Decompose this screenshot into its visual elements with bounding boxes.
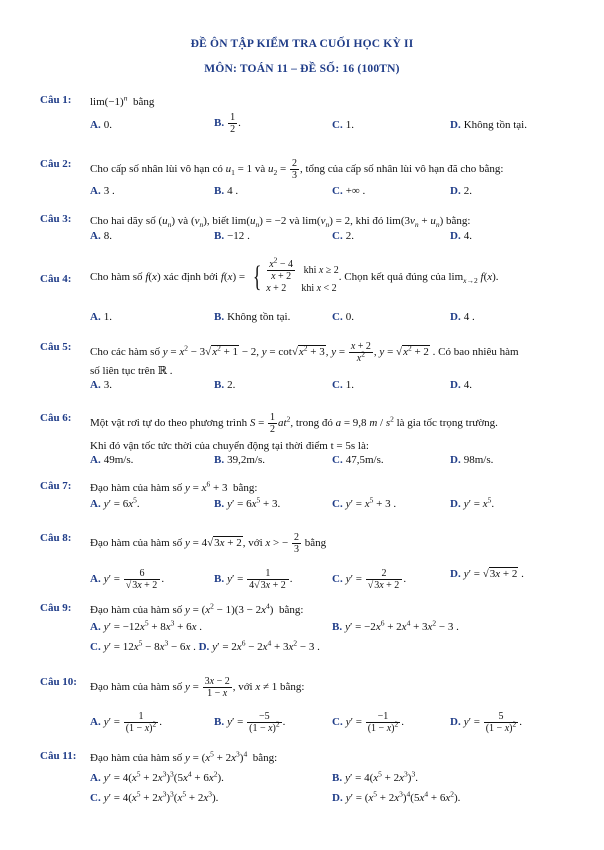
answer-options [90,230,570,246]
question-number: Câu 5: [40,341,72,353]
option-a[interactable]: A. 0. [90,119,112,131]
question-number: Câu 10: [40,676,77,688]
option-a[interactable]: A. 3 . [90,185,115,197]
question-number: Câu 4: [40,273,72,285]
question-stem: Đạo hàm của hàm số y = 4√3x + 2, với x > − $\frac{2}{3}$ bằng [90,532,327,555]
question-stem: Đạo hàm của hàm số y = $\frac{3x - 2}{1 - x}$ , với x ≠ 1 bằng: [90,676,305,699]
question-number: Câu 2: [40,158,72,170]
answer-options [90,311,570,327]
question-stem: $\lim(-1)^n$ bằng [90,93,155,108]
question-stem: Đạo hàm của hàm số $y = (x^5 + 2x^3)^4$ bằng: [90,749,278,764]
question-stem: Đạo hàm của hàm số $y = x^6 + 3$ bằng: [90,479,258,494]
question-number: Câu 6: [40,412,72,424]
option-d[interactable]: D. 4 . [450,311,475,323]
option-d[interactable]: D. $y' = x^5$. [450,495,495,510]
option-a[interactable]: A. $y' = 4(x^5 + 2x^3)^3(5x^4 + 6x^2)$. [90,769,224,784]
answer-options-row-2 [90,638,570,657]
question-stem-line-2: Khi đó vận tốc tức thời của chuyển động tại thời điểm t = 5s là: [90,440,369,452]
answer-options [90,112,570,135]
option-d[interactable]: D. 4. [450,230,472,242]
exam-subtitle: MÔN: TOÁN 11 – ĐỀ SỐ: 16 (100TN) [204,63,400,75]
option-c[interactable]: C. $y' = x^5 + 3$ . [332,495,397,510]
answer-options [90,185,570,201]
option-c[interactable]: C. $y' = 12x^5 - 8x^3 - 6x$ . D. $y' = 2x^6 - 2x^4 + 3x^2 - 3$ . [90,638,320,653]
option-b[interactable]: B. y′ = $\frac{1}{4√3x + 2}$ . [214,568,293,591]
option-c[interactable]: C. 47,5m/s. [332,454,384,466]
option-d[interactable]: D. Không tồn tại. [450,119,527,131]
option-a[interactable]: A. y′ = $\frac{6}{√3x + 2}$ . [90,568,165,591]
option-a[interactable]: A. $y' = 6x^5$. [90,495,140,510]
question-stem: Cho hàm số f(x) xác định bởi f(x) = { $\frac{x^2 - 4}{x + 2}$ khi x ≥ 2 x + 2 khi x < 2 . Chọn kết quả đúng của $\lim_{x\to 2} f(x)$. [90,255,499,294]
option-a[interactable]: A. 3. [90,379,112,391]
question-stem: Cho cấp số nhân lùi vô hạn có $u_1 = 1$ và $u_2$ = $\frac{2}{3}$ , tổng của cấp số nhân lùi vô hạn đã cho bằng: [90,158,504,181]
question-number: Câu 3: [40,213,72,225]
option-a[interactable]: A. y′ = $\frac{1}{(1 - x)^2}$ . [90,711,162,734]
option-c[interactable]: C. $y' = 4(x^5 + 2x^3)^3(x^5 + 2x^3)$. [90,789,219,804]
option-a[interactable]: A. 49m/s. [90,454,134,466]
option-b[interactable]: B. Không tồn tại. [214,311,291,323]
answer-options [90,379,570,395]
exam-title: ĐỀ ÔN TẬP KIỂM TRA CUỐI HỌC KỲ II [190,38,414,50]
option-b[interactable]: B. 39,2m/s. [214,454,265,466]
option-c[interactable]: C. 2. [332,230,354,242]
option-b[interactable]: B. 2. [214,379,236,391]
option-d[interactable]: D. 98m/s. [450,454,494,466]
option-d[interactable]: D. 2. [450,185,472,197]
option-b[interactable]: B. 4 . [214,185,239,197]
option-c[interactable]: C. 0. [332,311,354,323]
question-stem-line-2: số liên tục trên ℝ . [90,365,173,377]
option-c[interactable]: C. 1. [332,379,354,391]
option-a[interactable]: A. 8. [90,230,112,242]
question-stem: Cho các hàm số $y = x^2 - 3√x^2 + 1 - 2$, $y = \cot√x^2 + 3$, y = $\frac{x + 2}{x^2}$ , $y = √x^2 + 2$ . Có bao nhiêu hàm [90,341,519,364]
option-c[interactable]: C. 1. [332,119,354,131]
option-b[interactable]: B. $y' = -2x^6 + 2x^4 + 3x^2 - 3$ . [332,618,459,633]
option-c[interactable]: C. +∞ . [332,185,366,197]
option-d[interactable]: D. $y' = (x^5 + 2x^3)^4(5x^4 + 6x^2)$. [332,789,461,804]
option-b[interactable]: B. $\frac{1}{2}$ . [214,112,241,135]
question-stem: Một vật rơi tự do theo phương trình S = $\frac{1}{2}$ $at^2$, trong đó a = 9,8 m / $s^2$ là gia tốc trọng trường. [90,412,498,435]
question-number: Câu 7: [40,480,72,492]
question-number: Câu 8: [40,532,72,544]
answer-options [90,568,570,591]
option-b[interactable]: B. −12 . [214,230,250,242]
option-c[interactable]: C. y′ = $\frac{2}{√3x + 2}$ . [332,568,407,591]
answer-options-row-1 [90,618,570,637]
option-b[interactable]: B. y′ = $\frac{-5}{(1 - x)^2}$ . [214,711,286,734]
option-c[interactable]: C. y′ = $\frac{-1}{(1 - x)^2}$ . [332,711,404,734]
answer-options-row-2 [90,789,570,808]
answer-options [90,495,570,514]
option-b[interactable]: B. $y' = 4(x^5 + 2x^3)^3$. [332,769,418,784]
answer-options [90,454,570,470]
question-number: Câu 9: [40,602,72,614]
answer-options [90,711,570,734]
question-number: Câu 11: [40,750,77,762]
option-d[interactable]: D. y′ = √3x + 2 . [450,568,524,580]
answer-options-row-1 [90,769,570,788]
option-d[interactable]: D. 4. [450,379,472,391]
option-a[interactable]: A. $y' = -12x^5 + 8x^3 + 6x$ . [90,618,203,633]
option-a[interactable]: A. 1. [90,311,112,323]
option-d[interactable]: D. y′ = $\frac{5}{(1 - x)^2}$ . [450,711,522,734]
question-stem: Cho hai dãy số $(u_n)$ và $(v_n)$, biết $\lim(u_n) = -2$ và $\lim(v_n) = 2$, khi đó $\lim(3v_n + u_n)$ bằng: [90,215,471,230]
question-stem: Đạo hàm của hàm số $y = (x^2 - 1)(3 - 2x^4)$ bằng: [90,601,304,616]
option-b[interactable]: B. $y' = 6x^5 + 3$. [214,495,281,510]
question-number: Câu 1: [40,94,72,106]
